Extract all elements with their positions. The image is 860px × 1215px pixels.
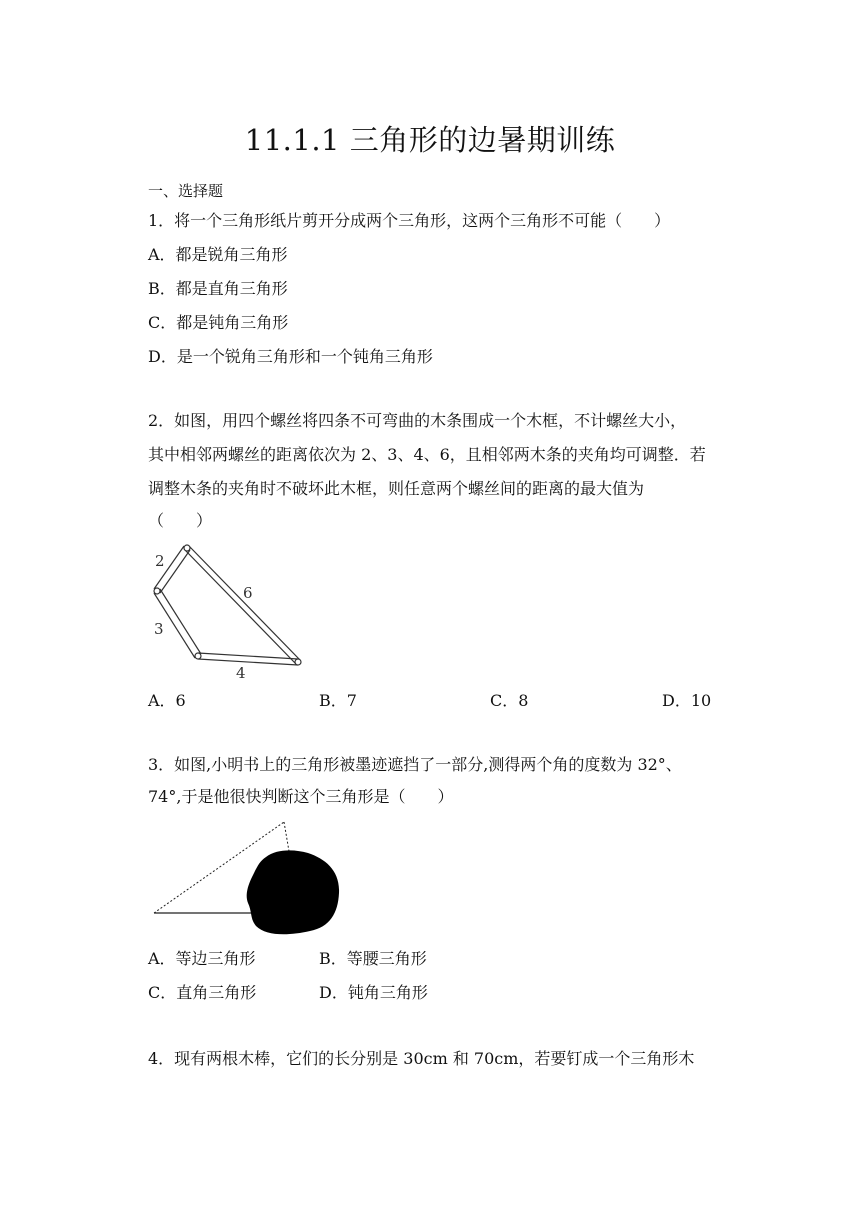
question-2-option-c: C．8 — [490, 691, 529, 710]
wooden-frame-figure — [140, 538, 315, 683]
figure-label-6: 6 — [243, 584, 253, 602]
screw-b — [154, 588, 160, 594]
frame-bar-6 — [189, 546, 300, 660]
question-2-line-2: 其中相邻两螺丝的距离依次为 2、3、4、6，且相邻两木条的夹角均可调整．若 — [148, 445, 706, 464]
question-3-option-a: A．等边三角形 — [148, 949, 256, 968]
screw-a — [184, 545, 190, 551]
screw-d — [295, 659, 301, 665]
section-heading: 一、选择题 — [148, 182, 224, 200]
figure-label-2: 2 — [155, 552, 165, 570]
frame-bar-4 — [198, 653, 298, 659]
question-3-option-d: D．钝角三角形 — [319, 983, 428, 1002]
question-3-option-b: B．等腰三角形 — [319, 949, 427, 968]
question-1-option-c: C．都是钝角三角形 — [148, 313, 289, 332]
question-2-option-d: D．10 — [662, 691, 712, 710]
question-3-line-2: 74°,于是他很快判断这个三角形是（ ） — [148, 787, 454, 806]
page-title: 11.1.1 三角形的边暑期训练 — [244, 123, 616, 157]
question-2-line-3: 调整木条的夹角时不破坏此木框，则任意两个螺丝间的距离的最大值为 — [148, 479, 645, 498]
question-1-option-b: B．都是直角三角形 — [148, 279, 288, 298]
ink-covered-triangle-figure — [148, 815, 348, 940]
question-2-option-b: B．7 — [319, 691, 357, 710]
question-1-option-a: A．都是锐角三角形 — [148, 245, 288, 264]
figure-label-4: 4 — [236, 664, 246, 682]
screw-c — [195, 653, 201, 659]
question-3-line-1: 3．如图,小明书上的三角形被墨迹遮挡了一部分,测得两个角的度数为 32°、 — [148, 755, 682, 774]
question-2-option-a: A．6 — [148, 691, 186, 710]
ink-blot — [247, 850, 339, 934]
question-4-line-1: 4．现有两根木棒，它们的长分别是 30cm 和 70cm，若要钉成一个三角形木 — [148, 1049, 695, 1068]
question-1-option-d: D．是一个锐角三角形和一个钝角三角形 — [148, 347, 433, 366]
question-2-line-4: （ ） — [148, 511, 213, 530]
question-3-option-c: C．直角三角形 — [148, 983, 257, 1002]
figure-label-3: 3 — [154, 620, 164, 638]
question-2-line-1: 2．如图，用四个螺丝将四条不可弯曲的木条围成一个木框，不计螺丝大小， — [148, 411, 687, 430]
question-1-stem: 1．将一个三角形纸片剪开分成两个三角形，这两个三角形不可能（ ） — [148, 211, 671, 230]
